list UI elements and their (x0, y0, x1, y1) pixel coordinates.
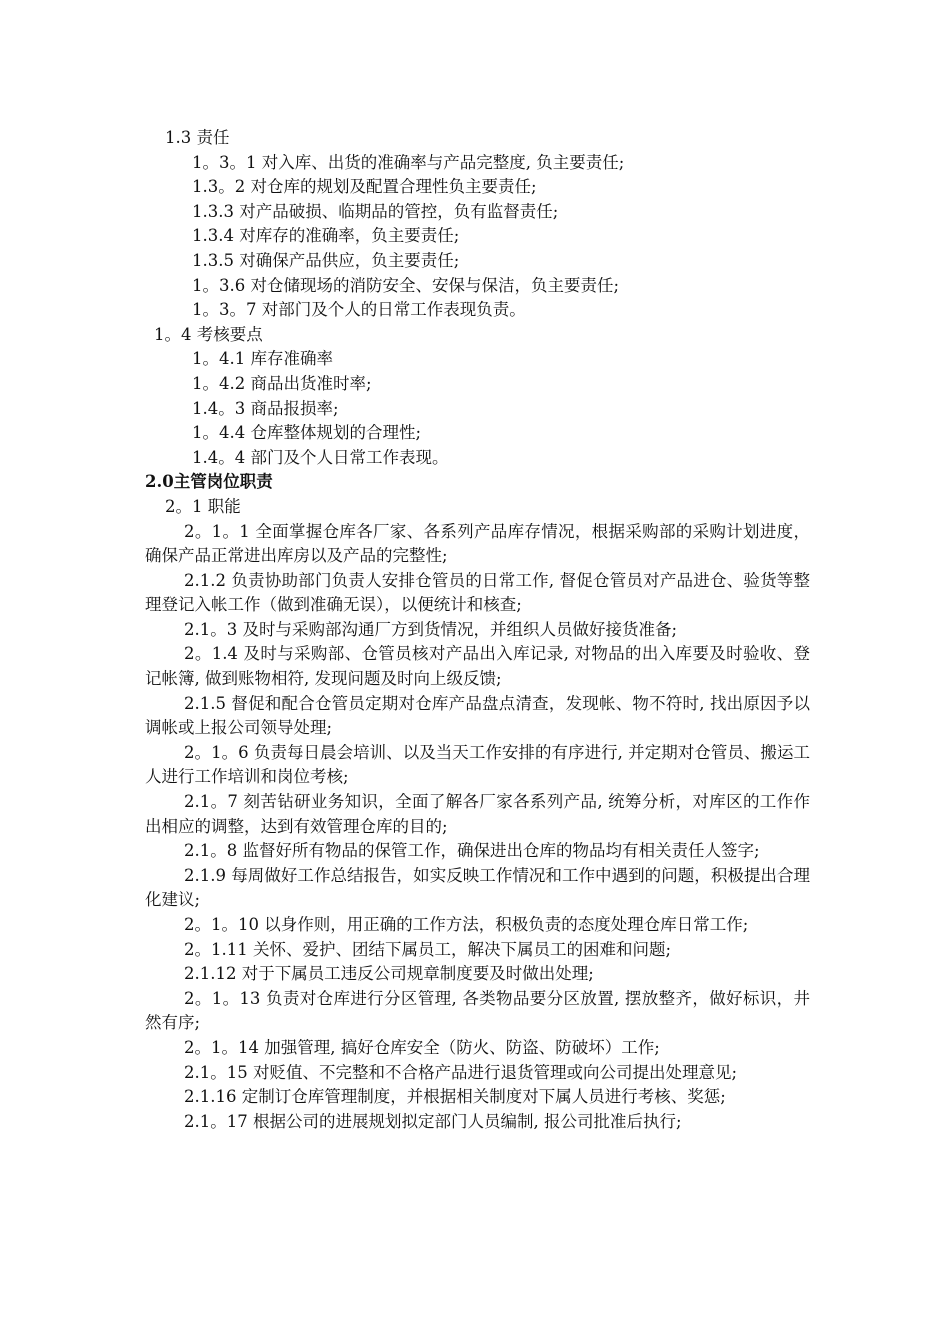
text-line: 1.4。4 部门及个人日常工作表现。 (192, 447, 449, 467)
text-line: 2.1.16 定制订仓库管理制度，并根据相关制度对下属人员进行考核、奖惩; (184, 1087, 726, 1107)
text-line: 2。1 职能 (165, 496, 241, 516)
text-line: 1.3 责任 (165, 128, 230, 147)
text-line: 2.1。8 监督好所有物品的保管工作，确保进出仓库的物品均有相关责任人签字; (184, 841, 760, 861)
text-line: 1.3.5 对确保产品供应，负主要责任; (192, 250, 460, 270)
text-line: 2.1。17 根据公司的进展规划拟定部门人员编制, 报公司批准后执行; (184, 1111, 682, 1131)
text-line: 2。1。1 全面掌握仓库各厂家、各系列产品库存情况，根据采购部的采购计划进度，确保产品正常进出库房以及产品的完整性; (145, 521, 810, 566)
text-line: 2.1。7 刻苦钻研业务知识，全面了解各厂家各系列产品, 统筹分析，对库区的工作作出相应的调整，达到有效管理仓库的目的; (145, 792, 810, 836)
text-line: 1。3。1 对入库、出货的准确率与产品完整度, 负主要责任; (192, 152, 625, 172)
text-line: 2。1.11 关怀、爱护、团结下属员工，解决下属员工的困难和问题; (184, 939, 672, 959)
text-line: 2。1.4 及时与采购部、仓管员核对产品出入库记录, 对物品的出入库要及时验收、登记帐簿, 做到账物相符, 发现问题及时向上级反馈; (145, 644, 810, 689)
text-line: 1。4.1 库存准确率 (192, 349, 333, 369)
text-line: 2。1。13 负责对仓库进行分区管理, 各类物品要分区放置, 摆放整齐，做好标识，井然有序; (145, 988, 810, 1033)
text-line: 2.1.12 对于下属员工违反公司规章制度要及时做出处理; (184, 964, 594, 984)
text-line: 1。3.6 对仓储现场的消防安全、安保与保洁，负主要责任; (192, 275, 620, 295)
document-body (145, 126, 810, 1134)
text-line: 1.3。2 对仓库的规划及配置合理性负主要责任; (192, 177, 537, 197)
text-line: 2.1.9 每周做好工作总结报告，如实反映工作情况和工作中遇到的问题，积极提出合理化建议; (145, 865, 810, 910)
text-line: 2.1。15 对贬值、不完整和不合格产品进行退货管理或向公司提出处理意见; (184, 1062, 738, 1082)
text-line: 1.3.4 对库存的准确率，负主要责任; (192, 226, 460, 246)
text-line: 1。4.4 仓库整体规划的合理性; (192, 423, 422, 443)
text-line: 2.1.5 督促和配合仓管员定期对仓库产品盘点清查，发现帐、物不符时, 找出原因予以调帐或上报公司领导处理; (145, 693, 810, 738)
section-heading: 2.0主管岗位职责 (145, 472, 273, 492)
text-line: 2。1。14 加强管理, 搞好仓库安全（防火、防盗、防破坏）工作; (184, 1037, 660, 1057)
text-line: 2。1。6 负责每日晨会培训、以及当天工作安排的有序进行, 并定期对仓管员、搬运工人进行工作培训和岗位考核; (145, 742, 810, 787)
text-line: 2。1。10 以身作则，用正确的工作方法，积极负责的态度处理仓库日常工作; (184, 915, 749, 934)
text-line: 1。3。7 对部门及个人的日常工作表现负责。 (192, 300, 526, 320)
text-line: 2.1.2 负责协助部门负责人安排仓管员的日常工作, 督促仓管员对产品进仓、验货等整理登记入帐工作（做到准确无误），以便统计和核查; (145, 570, 810, 615)
text-line: 1.3.3 对产品破损、临期品的管控，负有监督责任; (192, 201, 559, 221)
text-line: 1。4 考核要点 (154, 324, 263, 344)
text-line: 1.4。3 商品报损率; (192, 398, 339, 418)
text-line: 2.1。3 及时与采购部沟通厂方到货情况，并组织人员做好接货准备; (184, 619, 678, 639)
text-line: 1。4.2 商品出货准时率; (192, 373, 372, 393)
